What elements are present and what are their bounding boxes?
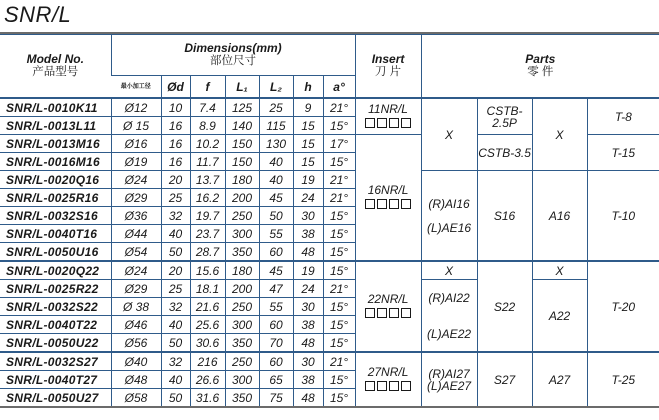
min-bore-cell: Ø36 <box>111 207 161 225</box>
model-cell: SNR/L-0040T27 <box>0 371 111 389</box>
spec-table <box>0 34 659 408</box>
col-l2: L₂ <box>259 76 293 99</box>
h-cell: 15 <box>293 153 323 171</box>
part-cell: S27 <box>477 352 532 407</box>
l1-cell: 150 <box>225 153 259 171</box>
angle-cell: 15° <box>323 298 355 316</box>
part-cell: T-10 <box>587 171 659 262</box>
angle-cell: 15° <box>323 117 355 135</box>
l1-cell: 300 <box>225 371 259 389</box>
h-cell: 9 <box>293 98 323 117</box>
h-cell: 19 <box>293 171 323 189</box>
angle-cell: 15° <box>323 389 355 408</box>
f-cell: 31.6 <box>190 389 225 408</box>
part-cell: (R)AI22 (L)AE22 <box>421 280 477 353</box>
angle-cell: 15° <box>323 316 355 334</box>
min-bore-cell: Ø16 <box>111 135 161 153</box>
col-f: f <box>190 76 225 99</box>
min-bore-cell: Ø48 <box>111 371 161 389</box>
f-cell: 11.7 <box>190 153 225 171</box>
angle-cell: 21° <box>323 280 355 298</box>
h-cell: 30 <box>293 207 323 225</box>
l2-cell: 60 <box>259 243 293 262</box>
h-cell: 48 <box>293 243 323 262</box>
part-cell: X <box>532 261 587 280</box>
l2-cell: 65 <box>259 371 293 389</box>
od-cell: 50 <box>161 243 190 262</box>
model-cell: SNR/L-0020Q22 <box>0 261 111 280</box>
l2-cell: 45 <box>259 261 293 280</box>
f-cell: 8.9 <box>190 117 225 135</box>
part-cell: S16 <box>477 171 532 262</box>
angle-cell: 21° <box>323 189 355 207</box>
od-cell: 50 <box>161 389 190 408</box>
l2-cell: 60 <box>259 316 293 334</box>
l1-cell: 140 <box>225 117 259 135</box>
f-cell: 21.6 <box>190 298 225 316</box>
insert-boxes <box>364 308 412 320</box>
insert-cell: 11NR/L <box>355 98 421 135</box>
table-row <box>0 98 659 117</box>
l1-cell: 250 <box>225 352 259 371</box>
f-cell: 19.7 <box>190 207 225 225</box>
h-cell: 48 <box>293 389 323 408</box>
model-cell: SNR/L-0050U16 <box>0 243 111 262</box>
part-cell: S22 <box>477 261 532 352</box>
model-cell: SNR/L-0032S27 <box>0 352 111 371</box>
h-cell: 38 <box>293 316 323 334</box>
l1-cell: 350 <box>225 389 259 408</box>
dimensions-header: Dimensions(mm) 部位尺寸 <box>111 35 355 76</box>
angle-cell: 15° <box>323 334 355 353</box>
part-cell: X <box>421 261 477 280</box>
insert-cell: 27NR/L <box>355 352 421 407</box>
h-cell: 30 <box>293 298 323 316</box>
od-cell: 16 <box>161 117 190 135</box>
insert-header: Insert 刀 片 <box>355 35 421 99</box>
model-cell: SNR/L-0032S22 <box>0 298 111 316</box>
part-cell: A22 <box>532 280 587 353</box>
h-cell: 15 <box>293 117 323 135</box>
h-cell: 30 <box>293 352 323 371</box>
model-cell: SNR/L-0013L11 <box>0 117 111 135</box>
f-cell: 13.7 <box>190 171 225 189</box>
model-cell: SNR/L-0050U27 <box>0 389 111 408</box>
f-cell: 23.7 <box>190 225 225 243</box>
part-cell: (R)AI16 (L)AE16 <box>421 171 477 262</box>
parts-header: Parts 零 件 <box>421 35 659 99</box>
angle-cell: 15° <box>323 207 355 225</box>
od-cell: 25 <box>161 189 190 207</box>
table-row <box>0 171 659 189</box>
part-cell: X <box>532 98 587 171</box>
insert-cell: 22NR/L <box>355 261 421 352</box>
col-l1: L₁ <box>225 76 259 99</box>
angle-cell: 15° <box>323 225 355 243</box>
l1-cell: 300 <box>225 225 259 243</box>
od-cell: 32 <box>161 298 190 316</box>
f-cell: 16.2 <box>190 189 225 207</box>
min-bore-cell: Ø 15 <box>111 117 161 135</box>
od-cell: 40 <box>161 371 190 389</box>
spec-table-body <box>0 98 659 407</box>
l1-cell: 180 <box>225 261 259 280</box>
model-cell: SNR/L-0025R16 <box>0 189 111 207</box>
l2-cell: 130 <box>259 135 293 153</box>
f-cell: 26.6 <box>190 371 225 389</box>
l2-cell: 45 <box>259 189 293 207</box>
od-cell: 40 <box>161 316 190 334</box>
part-cell: T-8 <box>587 98 659 135</box>
angle-cell: 15° <box>323 243 355 262</box>
f-cell: 25.6 <box>190 316 225 334</box>
h-cell: 24 <box>293 189 323 207</box>
model-cell: SNR/L-0010K11 <box>0 98 111 117</box>
l1-cell: 300 <box>225 316 259 334</box>
part-cell: CSTB-2.5P <box>477 98 532 135</box>
od-cell: 40 <box>161 225 190 243</box>
h-cell: 15 <box>293 135 323 153</box>
angle-cell: 15° <box>323 371 355 389</box>
model-cell: SNR/L-0050U22 <box>0 334 111 353</box>
l2-cell: 25 <box>259 98 293 117</box>
l1-cell: 350 <box>225 334 259 353</box>
l1-cell: 250 <box>225 298 259 316</box>
od-cell: 32 <box>161 352 190 371</box>
model-cell: SNR/L-0032S16 <box>0 207 111 225</box>
min-bore-cell: Ø24 <box>111 171 161 189</box>
l2-cell: 70 <box>259 334 293 353</box>
insert-cell: 16NR/L <box>355 135 421 262</box>
model-header: Model No. 产品型号 <box>0 35 111 99</box>
angle-cell: 15° <box>323 153 355 171</box>
f-cell: 7.4 <box>190 98 225 117</box>
l2-cell: 75 <box>259 389 293 408</box>
min-bore-cell: Ø58 <box>111 389 161 408</box>
l2-cell: 60 <box>259 352 293 371</box>
col-od: Ød <box>161 76 190 99</box>
min-bore-cell: Ø29 <box>111 189 161 207</box>
l2-cell: 40 <box>259 153 293 171</box>
f-cell: 30.6 <box>190 334 225 353</box>
l1-cell: 350 <box>225 243 259 262</box>
col-angle: a° <box>323 76 355 99</box>
l1-cell: 150 <box>225 135 259 153</box>
l2-cell: 55 <box>259 298 293 316</box>
part-cell: T-15 <box>587 135 659 171</box>
part-cell: T-20 <box>587 261 659 352</box>
od-cell: 16 <box>161 153 190 171</box>
h-cell: 38 <box>293 225 323 243</box>
model-cell: SNR/L-0040T16 <box>0 225 111 243</box>
l1-cell: 200 <box>225 189 259 207</box>
min-bore-cell: Ø12 <box>111 98 161 117</box>
od-cell: 25 <box>161 280 190 298</box>
l2-cell: 50 <box>259 207 293 225</box>
f-cell: 216 <box>190 352 225 371</box>
h-cell: 38 <box>293 371 323 389</box>
od-cell: 20 <box>161 171 190 189</box>
model-cell: SNR/L-0025R22 <box>0 280 111 298</box>
l1-cell: 125 <box>225 98 259 117</box>
h-cell: 19 <box>293 261 323 280</box>
table-row <box>0 280 659 298</box>
h-cell: 48 <box>293 334 323 353</box>
model-cell: SNR/L-0016M16 <box>0 153 111 171</box>
part-cell: T-25 <box>587 352 659 407</box>
min-bore-cell: Ø24 <box>111 261 161 280</box>
f-cell: 28.7 <box>190 243 225 262</box>
min-bore-cell: Ø29 <box>111 280 161 298</box>
part-cell: A16 <box>532 171 587 262</box>
min-bore-cell: Ø46 <box>111 316 161 334</box>
l2-cell: 55 <box>259 225 293 243</box>
table-row <box>0 261 659 280</box>
f-cell: 18.1 <box>190 280 225 298</box>
model-cell: SNR/L-0040T22 <box>0 316 111 334</box>
od-cell: 20 <box>161 261 190 280</box>
l1-cell: 250 <box>225 207 259 225</box>
insert-boxes <box>364 118 412 130</box>
min-bore-cell: Ø56 <box>111 334 161 353</box>
angle-cell: 15° <box>323 261 355 280</box>
od-cell: 16 <box>161 135 190 153</box>
min-bore-cell: Ø54 <box>111 243 161 262</box>
model-cell: SNR/L-0020Q16 <box>0 171 111 189</box>
part-cell: X <box>421 98 477 171</box>
insert-boxes <box>364 381 412 393</box>
col-h: h <box>293 76 323 99</box>
min-bore-cell: Ø 38 <box>111 298 161 316</box>
l1-cell: 180 <box>225 171 259 189</box>
l2-cell: 115 <box>259 117 293 135</box>
od-cell: 32 <box>161 207 190 225</box>
model-cell: SNR/L-0013M16 <box>0 135 111 153</box>
min-bore-cell: Ø44 <box>111 225 161 243</box>
f-cell: 15.6 <box>190 261 225 280</box>
f-cell: 10.2 <box>190 135 225 153</box>
insert-boxes <box>364 199 412 211</box>
l1-cell: 200 <box>225 280 259 298</box>
min-bore-cell: Ø40 <box>111 352 161 371</box>
angle-cell: 17° <box>323 135 355 153</box>
table-row <box>0 352 659 371</box>
min-bore-cell: Ø19 <box>111 153 161 171</box>
od-cell: 50 <box>161 334 190 353</box>
l2-cell: 40 <box>259 171 293 189</box>
l2-cell: 47 <box>259 280 293 298</box>
part-cell: A27 <box>532 352 587 407</box>
part-cell: (R)AI27 (L)AE27 <box>421 352 477 407</box>
part-cell: CSTB-3.5 <box>477 135 532 171</box>
col-min-bore: 最小加工径 <box>111 76 161 99</box>
angle-cell: 21° <box>323 171 355 189</box>
od-cell: 10 <box>161 98 190 117</box>
angle-cell: 21° <box>323 352 355 371</box>
page-title: SNR/L <box>4 2 72 27</box>
angle-cell: 21° <box>323 98 355 117</box>
h-cell: 24 <box>293 280 323 298</box>
